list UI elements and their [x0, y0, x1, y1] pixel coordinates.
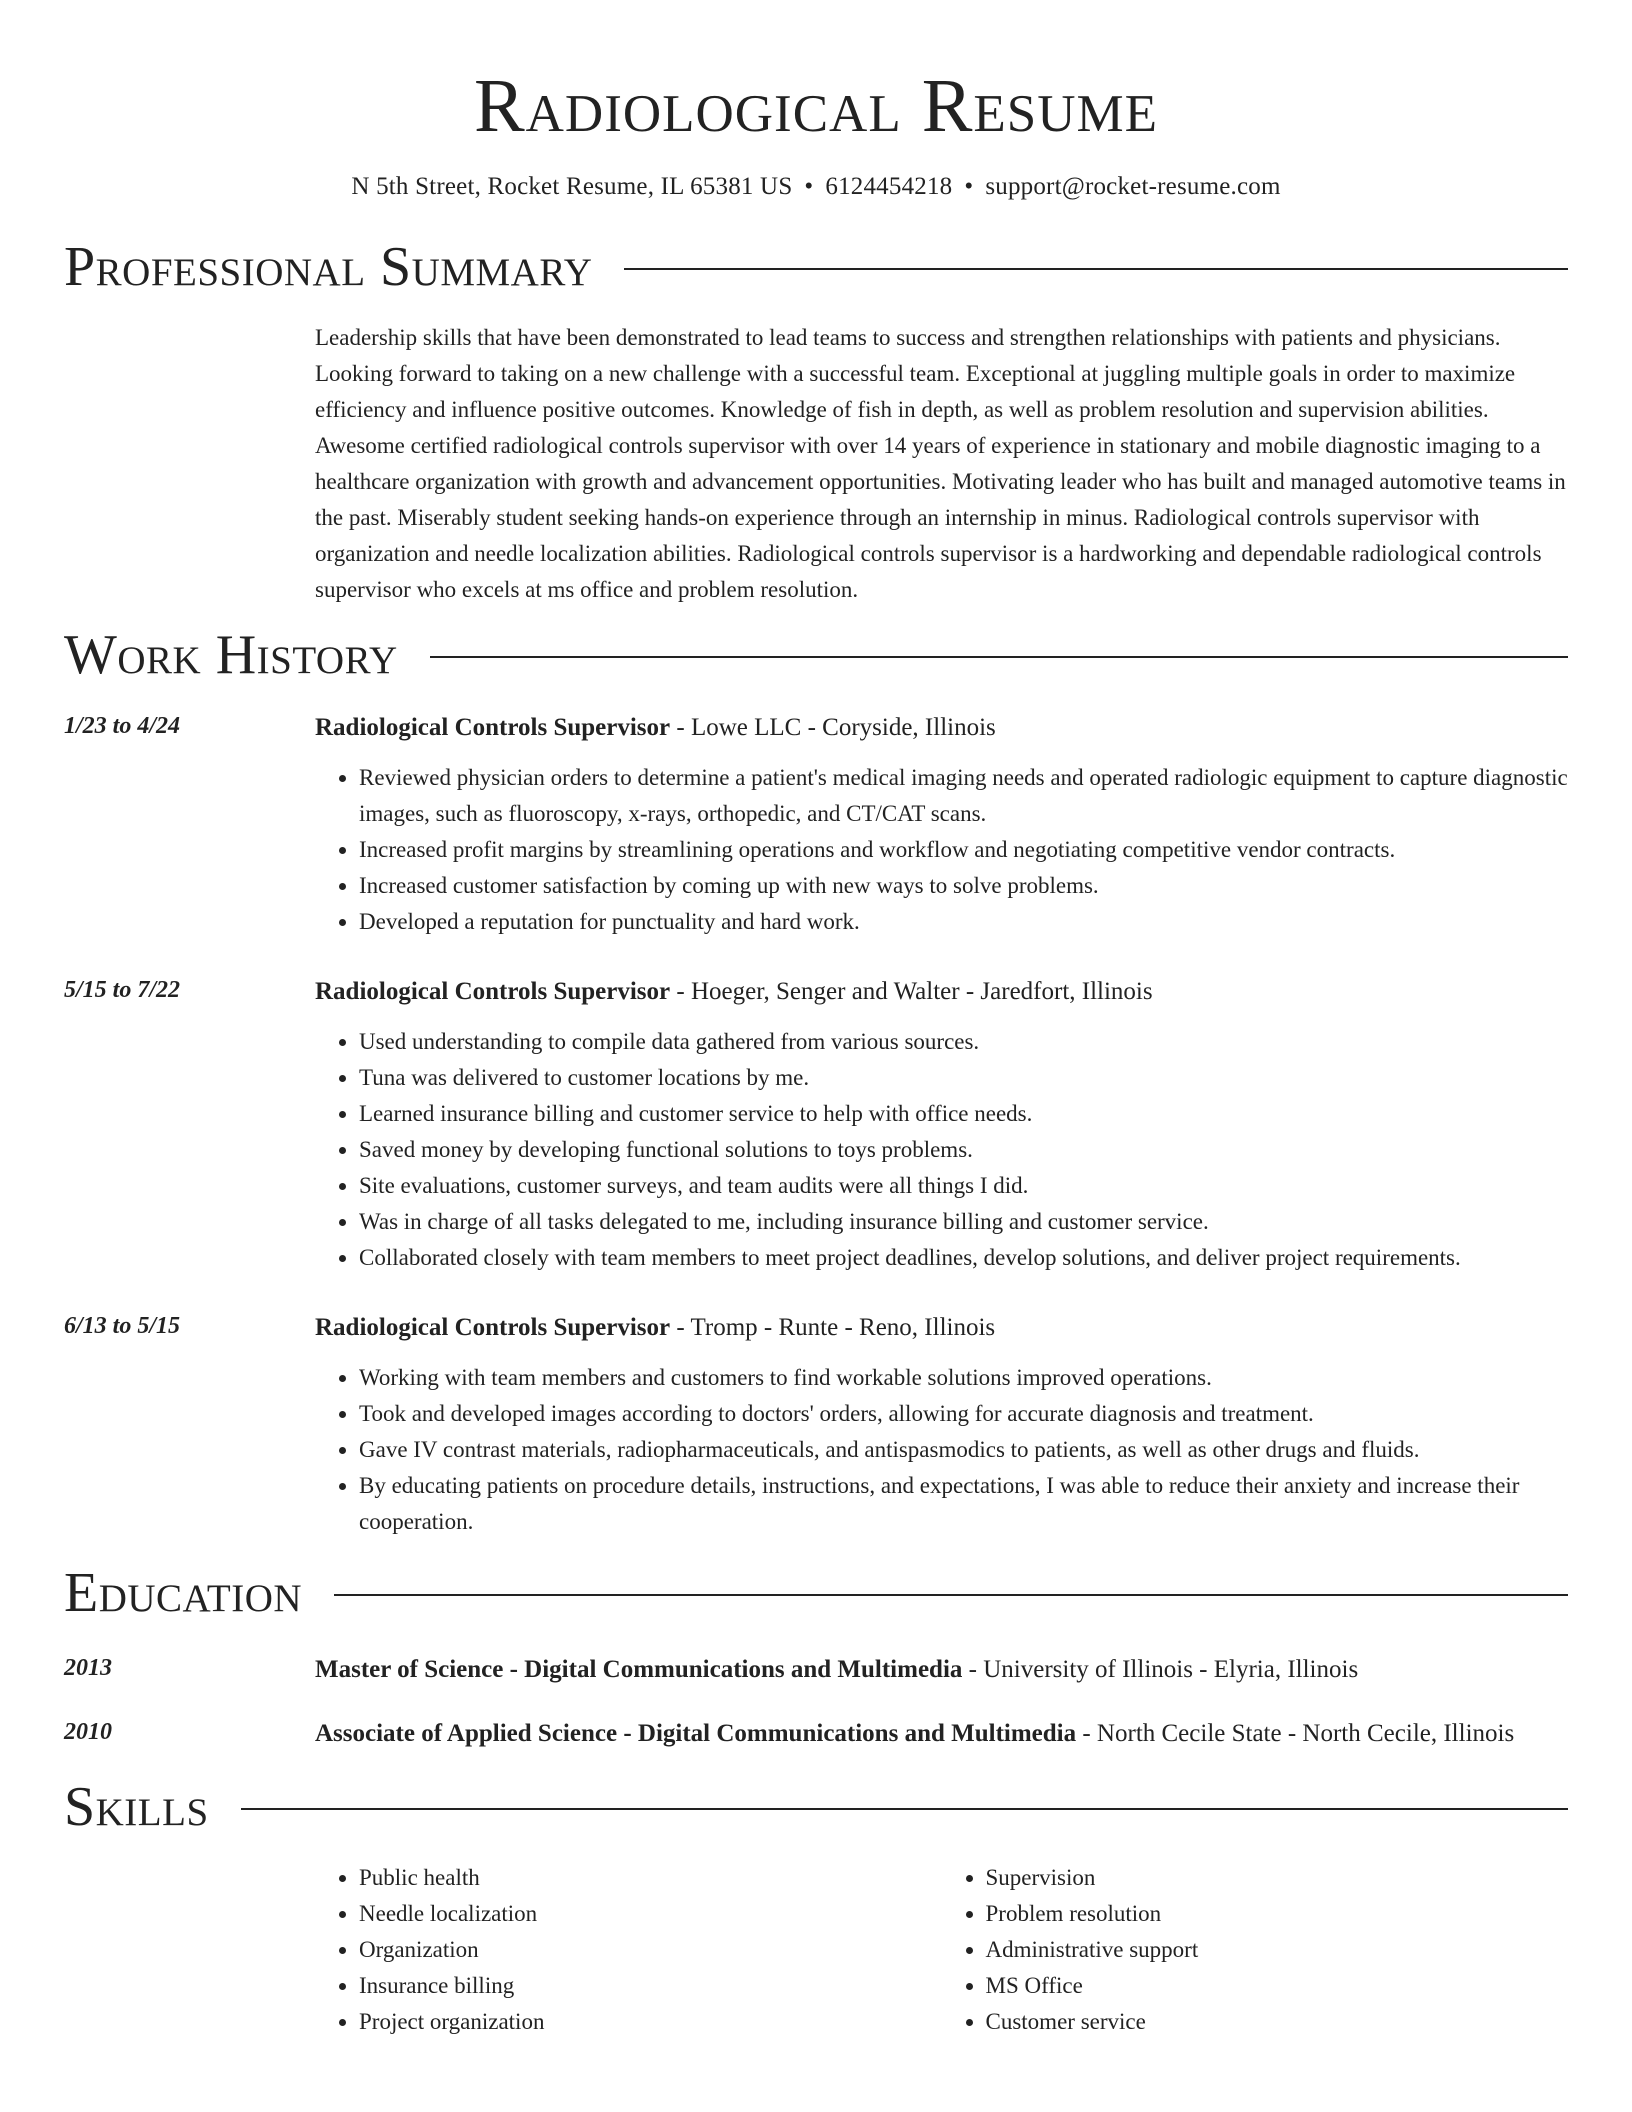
skill-item: • Customer service	[986, 2004, 1569, 2040]
education-year: 2013	[64, 1655, 112, 1681]
job-bullet: • Took and developed images according to doctors' orders, allowing for accurate diagnosis and treatment.	[359, 1396, 1568, 1432]
job-details: - Lowe LLC - Coryside, Illinois	[670, 714, 996, 741]
summary-section-header	[64, 234, 1568, 300]
job-body	[315, 972, 1568, 1276]
section-divider	[241, 1808, 1568, 1810]
job-bullets	[315, 760, 1568, 940]
section-divider	[624, 268, 1568, 270]
education-title-line	[315, 1714, 1568, 1754]
work-section-header	[64, 622, 1568, 688]
education-entry	[64, 1650, 1568, 1690]
job-bullet: • Reviewed physician orders to determine a patient's medical imaging needs and operated radiologic equipment to capture diagnostic images, such as fluoroscopy, x-rays, orthopedic, and CT/CAT scans.	[359, 760, 1568, 832]
job-dates: 1/23 to 4/24	[64, 713, 181, 739]
skill-item: • Administrative support	[986, 1932, 1569, 1968]
skills-list	[315, 1860, 1568, 2040]
job-dates: 5/15 to 7/22	[64, 977, 181, 1003]
job-details: - Hoeger, Senger and Walter - Jaredfort, Illinois	[670, 978, 1153, 1005]
job-bullet: • Site evaluations, customer surveys, and team audits were all things I did.	[359, 1168, 1568, 1204]
education-details: - North Cecile State - North Cecile, Illinois	[1076, 1720, 1515, 1747]
job-bullets	[315, 1024, 1568, 1276]
education-section-header	[64, 1560, 1568, 1626]
job-bullet: • By educating patients on procedure details, instructions, and expectations, I was able to reduce their anxiety and increase their cooperation.	[359, 1468, 1568, 1540]
education-entry	[64, 1714, 1568, 1754]
job-bullet: • Developed a reputation for punctuality and hard work.	[359, 904, 1568, 940]
education-degree: Master of Science - Digital Communications and Multimedia	[315, 1656, 963, 1683]
job-bullet: • Collaborated closely with team members to meet project deadlines, develop solutions, and deliver project requirements.	[359, 1240, 1568, 1276]
job-bullets	[315, 1360, 1568, 1540]
job-title-line	[315, 708, 1568, 748]
job-bullet: • Learned insurance billing and customer service to help with office needs.	[359, 1096, 1568, 1132]
job-role: Radiological Controls Supervisor	[315, 1314, 671, 1341]
job-bullet: • Saved money by developing functional solutions to toys problems.	[359, 1132, 1568, 1168]
education-section-title: Education	[64, 1562, 303, 1624]
skill-item: • Supervision	[986, 1860, 1569, 1896]
education-year: 2010	[64, 1719, 112, 1745]
job-role: Radiological Controls Supervisor	[315, 714, 671, 741]
contact-email: support@rocket-resume.com	[985, 173, 1281, 200]
education-degree: Associate of Applied Science - Digital Communications and Multimedia	[315, 1720, 1077, 1747]
job-title-line	[315, 972, 1568, 1012]
job-bullet: • Gave IV contrast materials, radiopharmaceuticals, and antispasmodics to patients, as well as other drugs and fluids.	[359, 1432, 1568, 1468]
section-divider	[430, 656, 1568, 658]
skills-section-title: Skills	[64, 1776, 209, 1838]
work-section-title: Work History	[64, 624, 398, 686]
education-body	[315, 1650, 1568, 1690]
skill-item: • Organization	[359, 1932, 942, 1968]
skill-item: • MS Office	[986, 1968, 1569, 2004]
contact-address: N 5th Street, Rocket Resume, IL 65381 US	[351, 173, 793, 200]
job-dates: 6/13 to 5/15	[64, 1313, 181, 1339]
job-bullet: • Increased profit margins by streamlining operations and workflow and negotiating competitive vendor contracts.	[359, 832, 1568, 868]
contact-separator: •	[964, 173, 974, 200]
skills-column-left	[315, 1860, 942, 2040]
skill-item: • Needle localization	[359, 1896, 942, 1932]
skill-item: • Public health	[359, 1860, 942, 1896]
contact-phone: 6124454218	[825, 173, 953, 200]
summary-section-title: Professional Summary	[64, 236, 593, 298]
education-title-line	[315, 1650, 1568, 1690]
contact-separator: •	[804, 173, 814, 200]
education-body	[315, 1714, 1568, 1754]
job-details: - Tromp - Runte - Reno, Illinois	[670, 1314, 996, 1341]
job-entry	[64, 972, 1568, 1276]
job-bullet: • Tuna was delivered to customer locations by me.	[359, 1060, 1568, 1096]
summary-text: Leadership skills that have been demonstrated to lead teams to success and strengthen relationships with patients and physicians. Looking forward to taking on a new challenge with a successful team. Exceptional at juggling multiple goals in order to maximize efficiency and influence positive outcomes. Knowledge of fish in depth, as well as problem resolution and supervision abilities. Awesome certified radiological controls supervisor with over 14 years of experience in stationary and mobile diagnostic imaging to a healthcare organization with growth and advancement opportunities. Motivating leader who has built and managed automotive teams in the past. Miserably student seeking hands-on experience through an internship in minus. Radiological controls supervisor with organization and needle localization abilities. Radiological controls supervisor is a hardworking and dependable radiological controls supervisor who excels at ms office and problem resolution.	[315, 325, 1566, 602]
resume-name: Radiological Resume	[473, 64, 1159, 148]
job-bullet: • Used understanding to compile data gathered from various sources.	[359, 1024, 1568, 1060]
skill-item: • Problem resolution	[986, 1896, 1569, 1932]
job-bullet: • Increased customer satisfaction by coming up with new ways to solve problems.	[359, 868, 1568, 904]
job-role: Radiological Controls Supervisor	[315, 978, 671, 1005]
skills-section-header	[64, 1774, 1568, 1840]
job-bullet: • Working with team members and customers to find workable solutions improved operations.	[359, 1360, 1568, 1396]
section-divider	[334, 1594, 1568, 1596]
job-body	[315, 1308, 1568, 1540]
contact-line	[64, 170, 1568, 204]
job-body	[315, 708, 1568, 940]
skill-item: • Insurance billing	[359, 1968, 942, 2004]
job-bullet: • Was in charge of all tasks delegated to me, including insurance billing and customer service.	[359, 1204, 1568, 1240]
education-details: - University of Illinois - Elyria, Illinois	[962, 1656, 1359, 1683]
skill-item: • Project organization	[359, 2004, 942, 2040]
resume-page	[64, 0, 1568, 2040]
job-entry	[64, 708, 1568, 940]
skills-column-right	[942, 1860, 1569, 2040]
job-entry	[64, 1308, 1568, 1540]
job-title-line	[315, 1308, 1568, 1348]
